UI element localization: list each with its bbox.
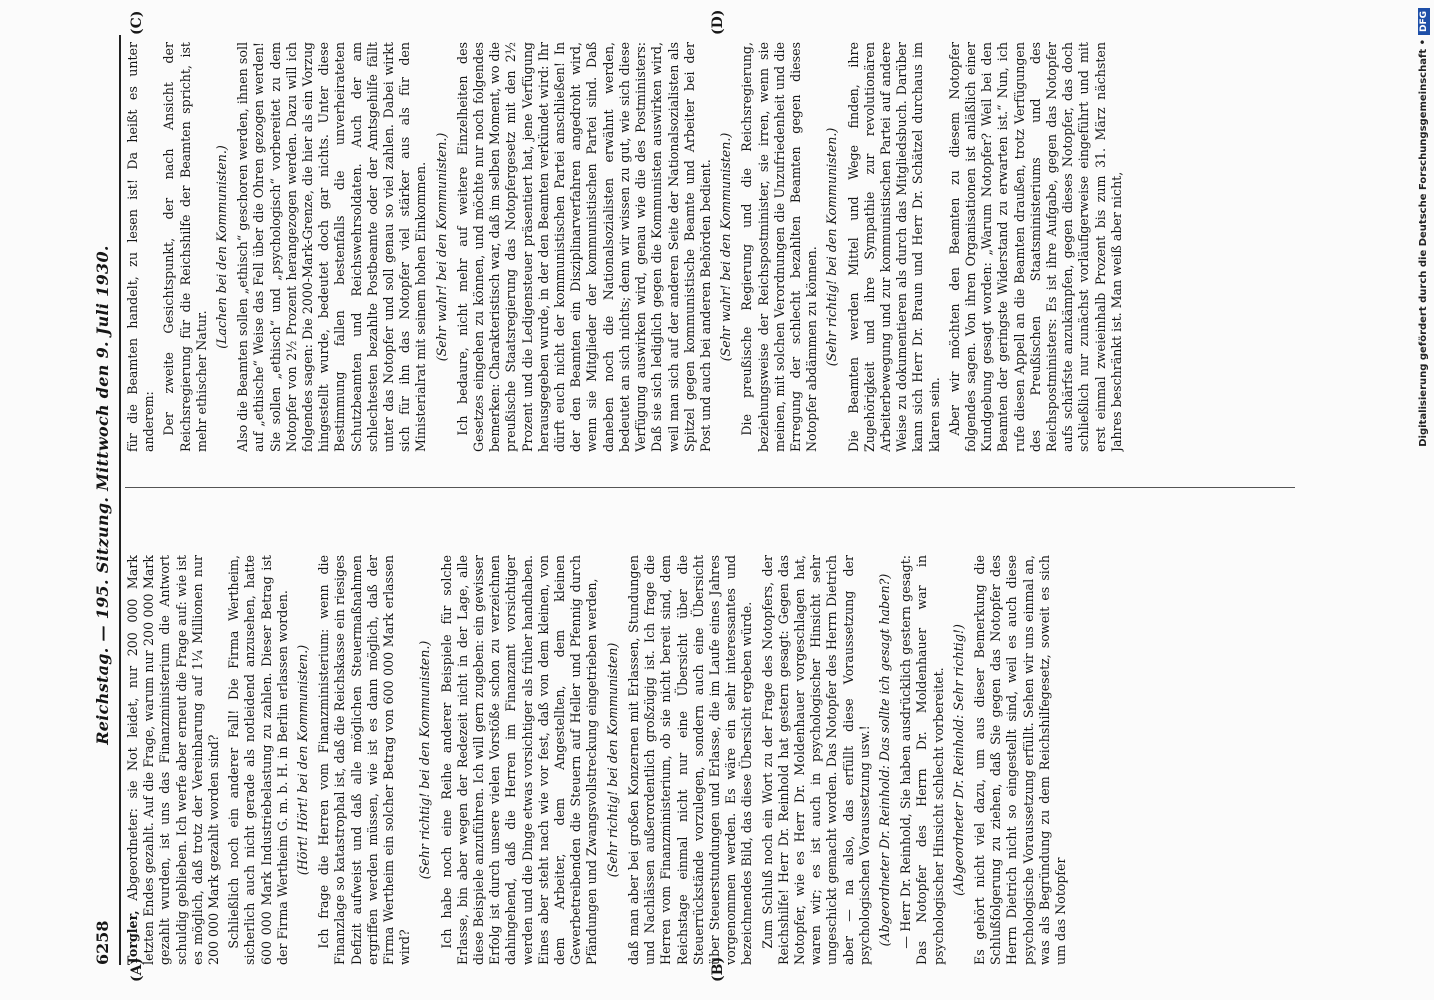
paragraph: Die preußische Regierung und die Reichsregierung, beziehungsweise der Reichspostminister, sie irren, wenn sie meinen, mit solchen Verordnungen die Unzufriedenheit und die Erregung der schlecht bezahlten Beamten gegen dieses Notopfer abdämmen zu können. (739, 42, 820, 452)
right-column (125, 42, 1295, 452)
margin-mark-d: (D) (710, 9, 726, 35)
page-header (93, 35, 117, 965)
paragraph: Ich habe noch eine Reihe anderer Beispiele für solche Erlasse, bin aber wegen der Redezeit nicht in der Lage, alle diese Beispiele anzuführen. Ich will gern zugeben: ein gewisser Erfolg ist durch unsere vielen Vorstöße schon zu verzeichnen dahingehend, daß die Herren im Finanzamt vorsichtiger werden und die Dinge etwas vorsichtiger als früher handhaben. Eines aber steht nach wie vor fest, daß von dem kleinen, von dem Arbeiter, dem Angestellten, dem kleinen Gewerbetreibenden die Steuern auf Heller und Pfennig durch Pfändungen und Zwangsvollstreckung eingetrieben werden, (438, 555, 600, 965)
dfg-credit-strip (1418, 8, 1430, 992)
running-title: Reichstag. — 195. Sitzung. Mittwoch den 9. Juli 1930. (93, 245, 112, 745)
interjection: (Abgeordneter Dr. Reinhold: Das sollte ich gesagt haben?) (876, 573, 892, 947)
interjection: (Sehr wahr! bei den Kommunisten.) (718, 132, 734, 362)
interjection: (Sehr richtig! bei den Kommunisten.) (417, 640, 433, 880)
paragraph: Ich frage die Herren vom Finanzministerium: wenn die Finanzlage so katastrophal ist, daß die Reichskasse ein riesiges Defizit aufweist und daß alle möglichen Steuermaßnahmen ergriffen werden müssen, wie ist es dann möglich, daß der Firma Wertheim ein solcher Betrag von 600 000 Mark erlassen wird? (316, 555, 413, 965)
paragraph: Es gehört nicht viel dazu, um aus dieser Bemerkung die Schlußfolgerung zu ziehen, daß Sie gegen das Notopfer des Herrn Dietrich nicht so eingestellt sind, weil es auch diese psychologische Voraussetzung erfüllt. Sehen wir uns einmal an, was als Begründung zu dem Reichshilfegesetz, soweit es sich um das Notopfer (971, 555, 1068, 965)
interjection: (Hört! Hört! bei den Kommunisten.) (295, 644, 311, 876)
paragraph: Schließlich noch ein anderer Fall! Die Firma Wertheim, sicherlich auch nicht gerade als notleidend anzusehen, hatte 600 000 Mark Industriebelastung zu zahlen. Dieser Betrag ist der Firma Wertheim G. m. b. H. in Berlin erlassen worden. (226, 555, 290, 965)
page-number: 6258 (93, 920, 112, 965)
credit-line: Digitalisierung gefördert durch die Deutsche Forschungsgemeinschaft • (1418, 39, 1429, 447)
paragraph: daß man aber bei großen Konzernen mit Erlassen, Stundungen und Nachlässen außerordentlich großzügig ist. Ich frage die Herren vom Finanzministerium, ob sie nicht bereit sind, dem Reichstage einmal nicht nur eine Übersicht über die Steuerrückstände vorzulegen, sondern auch eine Übersicht über Steuerstundungen und Erlasse, die im Laufe eines Jahres vorgenommen werden. Es wäre ein sehr interessantes und bezeichnendes Bild, das diese Übersicht ergeben würde. (625, 555, 755, 965)
paragraph: Ich bedaure, nicht mehr auf weitere Einzelheiten des Gesetzes eingehen zu können, und möchte nur noch folgendes bemerken: Charakteristisch war, daß im selben Moment, wo die preußische Staatsregierung das Notopfergesetz mit den 2½ Prozent und die Ledigensteuer präsentiert hat, jene Verfügung herausgegeben wurde, in der den Beamten verkündet wird: Ihr dürft euch nicht der kommunistischen Partei anschließen! In der den Beamten ein Disziplinarverfahren angedroht wird, wenn sie Mitglieder der kommunistischen Partei sind. Daß daneben noch die Nationalsozialisten erwähnt werden, bedeutet an sich nichts; denn wir wissen zu gut, wie sich diese Verfügung auswirken wird, genau wie die des Postministers: Daß sie sich lediglich gegen die Kommunisten auswirken wird, weil man sich auf der anderen Seite der Nationalsozialisten als Spitzel gegen kommunistische Beamte und Arbeiter bei der Post und auch bei anderen Behörden bedient. (454, 42, 713, 452)
speaker-paragraph (125, 555, 222, 965)
margin-mark-a: (A) (129, 957, 145, 982)
paragraph: Zum Schluß noch ein Wort zu der Frage des Notopfers, der Reichshilfe! Herr Dr. Reinhold hat gestern gesagt: Gegen das Notopfer, wie es Herr Dr. Moldenhauer vorgeschlagen hat, waren wir; es ist auch in psychologischer Hinsicht sehr ungeschickt gemacht worden. Das Notopfer des Herrn Dietrich aber — na also, das erfüllt diese Voraussetzung der psychologischen Voraussetzung usw.! (759, 555, 872, 965)
interjection: (Sehr richtig! bei den Kommunisten.) (824, 127, 840, 367)
margin-mark-b: (B) (710, 956, 726, 982)
speech-text: sie Not leidet, nur 200 000 Mark letzten Endes gezahlt. Auf die Frage, warum nur 200 000 Mark gezahlt wurden, ist uns das Finanzministerium die Antwort schuldig geblieben. Ich werfe aber erneut die Frage auf: wie ist es möglich, daß trotz der Vereinbarung auf 1¼ Millionen nur 200 000 Mark gezahlt worden sind? (125, 555, 222, 965)
dfg-credit-text (1418, 8, 1430, 992)
paragraph: Aber wir möchten den Beamten zu diesem Notopfer folgendes sagen. Von ihren Organisationen ist anläßlich einer Kundgebung gesagt worden: „Warum Notopfer? Weil bei den Beamten der geringste Widerstand zu erwarten ist.“ Nun, ich rufe diesen Appell an die Beamten draußen, trotz Verfügungen des Preußischen Staatsministeriums und des Reichspostministers: Es ist ihre Aufgabe, gegen das Notopfer aufs schärfste anzukämpfen, gegen dieses Notopfer, das doch schließlich nur zunächst vorläufigerweise eingeführt und mit erst einmal zweieinhalb Prozent bis zum 31. März nächsten Jahres beschränkt ist. Man weiß aber nicht, (946, 42, 1124, 452)
paragraph: für die Beamten handelt, zu lesen ist! Da heißt es unter anderem: (125, 42, 157, 452)
interjection: (Lachen bei den Kommunisten.) (214, 145, 230, 349)
speaker-name: Torgler, (125, 910, 140, 965)
margin-mark-c: (C) (129, 10, 145, 35)
paragraph: Also die Beamten sollen „ethisch“ geschoren werden, ihnen soll auf „ethische“ Weise das Fell über die Ohren gezogen werden! Sie sollen „ethisch“ und „psychologisch“ vorbereitet zu dem Notopfer von 2½ Prozent herangezogen werden. Dazu will ich folgendes sagen: Die 2000-Mark-Grenze, die hier als ein Vorzug hingestellt wurde, bedeutet doch gar nichts. Unter diese Bestimmung fallen bestenfalls die unverheirateten Schutzbeamten und Reichswehrsoldaten. Auch der am schlechtesten bezahlte Postbeamte oder der Amtsgehilfe fällt unter das Notopfer und soll genau so viel zahlen. Dabei wirkt sich für ihn das Notopfer viel stärker aus als für den Ministerialrat mit seinem hohen Einkommen. (235, 42, 429, 452)
page-rotated (85, 0, 1315, 1000)
speaker-role: Abgeordneter: (125, 808, 140, 901)
left-column (125, 555, 1295, 965)
paragraph: Der zweite Gesichtspunkt, der nach Ansicht der Reichsregierung für die Reichshilfe der Beamten spricht, ist mehr ethischer Natur. (161, 42, 209, 452)
interjection: (Abgeordneter Dr. Reinhold: Sehr richtig!) (950, 624, 966, 896)
interjection: (Sehr wahr! bei den Kommunisten.) (433, 132, 449, 362)
header-rule (119, 35, 121, 965)
paragraph: Die Beamten werden Mittel und Wege finden, ihre Zugehörigkeit und ihre Sympathie zur revolutionären Arbeiterbewegung und zur kommunistischen Partei auf andere Weise zu dokumentieren als durch das Mitgliedsbuch. Darüber kann sich Herr Dr. Braun und Herr Dr. Schätzel durchaus im klaren sein. (845, 42, 942, 452)
interjection: (Sehr richtig! bei den Kommunisten) (604, 642, 620, 878)
paragraph: — Herr Dr. Reinhold, Sie haben ausdrücklich gestern gesagt: Das Notopfer des Herrn Dr. Moldenhauer war in psychologischer Hinsicht schlecht vorbereitet. (898, 555, 946, 965)
column-divider (125, 487, 1295, 488)
dfg-logo: DFG (1418, 8, 1430, 35)
